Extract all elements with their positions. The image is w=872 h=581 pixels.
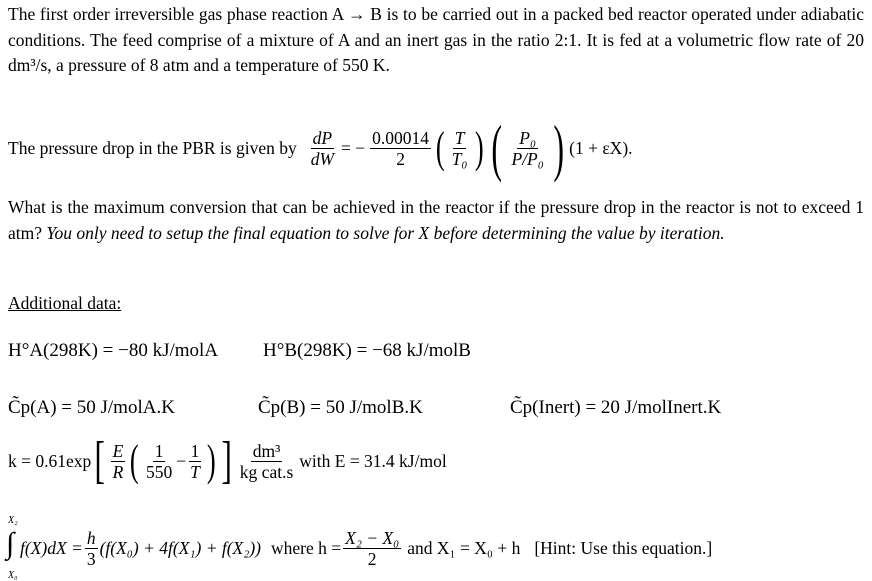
equals-minus: = − (341, 137, 366, 158)
unit-num: dm³ (252, 440, 281, 461)
inv-550 (144, 441, 174, 482)
e-over-r (111, 441, 126, 482)
w-den: 2 (367, 548, 377, 569)
dp: dP (312, 127, 333, 148)
enthalpy-a: H°A(298K) = −80 kJ/molA (8, 340, 219, 361)
step-fraction (343, 528, 401, 569)
pressure-ratio (510, 128, 546, 169)
heat-capacity-b: C̃p(B) = 50 J/molB.K (258, 397, 423, 418)
where-h: where h = (271, 537, 342, 558)
coefficient-fraction (370, 128, 431, 169)
coef-num: 0.00014 (372, 127, 430, 148)
heat-capacity-a: C̃p(A) = 50 J/molA.K (8, 397, 175, 418)
p-den: P/P₀ (511, 148, 544, 169)
t-den: T₀ (451, 148, 468, 169)
t-num: T (454, 127, 465, 148)
x1-definition: and X₁ = X₀ + h (407, 537, 521, 558)
dp-dw-fraction (309, 128, 336, 169)
upper-limit: X₂ (8, 515, 18, 526)
activation-energy: with E = 31.4 kJ/mol (299, 450, 447, 471)
temperature-ratio (450, 128, 470, 169)
pressure-drop-statement: The pressure drop in the PBR is given by $\frac{dP}{dW}$ = − $\frac{0.00014}{2}$ ( $\frac{T}{\text{T₀}}$ ) ( $\frac{\text{P₀}}{\text{P/P₀}}$ ) (1 + εX). (8, 112, 633, 183)
f2-den: T (190, 461, 200, 482)
f1-den: 550 (145, 461, 173, 482)
rate-constant-equation: k = 0.61exp [ $\frac{E}{R}$ ( $\frac{1}{550}$ − $\frac{1}{T}$ ) ] $\frac{\text{dm³}}{\text{kg cat.s}}$ with E = 31.4 kJ/mol (8, 432, 447, 489)
f1-num: 1 (154, 440, 164, 461)
unit-den: kg cat.s (239, 461, 294, 482)
question-instruction: You only need to setup the final equation to solve for X before determining the value by iteration. (46, 222, 725, 243)
coef-den: 2 (396, 148, 405, 169)
f2-num: 1 (190, 440, 200, 461)
hint: [Hint: Use this equation.] (534, 537, 713, 558)
additional-data-heading: Additional data: (8, 293, 122, 313)
pressure-drop-tail: (1 + εX). (569, 137, 633, 158)
h-over-3 (85, 528, 98, 569)
problem-intro: The first order irreversible gas phase reaction A → B is to be carried out in a packed bed reactor operated under adiabatic conditions. The feed comprise of a mixture of A and an inert gas in the ratio 2:1. It is fed at a volumetric flow rate of 20 dm³/s, a pressure of 8 atm and a temperature of 550 K. (8, 4, 864, 75)
integrand: f(X)dX = (20, 537, 83, 558)
dw: dW (310, 148, 335, 169)
pressure-drop-lead: The pressure drop in the PBR is given by (8, 137, 297, 158)
simpson-sum: (f(X₀) + 4f(X₁) + f(X₂)) (99, 537, 261, 558)
minus: − (176, 450, 187, 471)
h-num: h (86, 527, 96, 548)
lower-limit: X₀ (8, 570, 18, 581)
integral-sign-icon: ∫ (6, 527, 15, 560)
question (8, 195, 864, 246)
heat-capacity-inert: C̃p(Inert) = 20 J/molInert.K (510, 397, 722, 418)
question-text: What is the maximum conversion that can be achieved in the reactor if the pressure drop in the reactor is not to exceed 1 atm? (8, 197, 864, 243)
inv-t (188, 441, 202, 482)
rate-lhs: k = 0.61exp (8, 450, 92, 471)
e: E (112, 440, 124, 461)
h-den: 3 (86, 548, 96, 569)
integral (6, 515, 20, 581)
rate-units (238, 441, 295, 482)
w-num: X₂ − X₀ (345, 527, 400, 548)
simpson-rule-equation (6, 515, 712, 581)
p-num: P₀ (519, 127, 537, 148)
enthalpy-b: H°B(298K) = −68 kJ/molB (263, 340, 471, 361)
r: R (112, 461, 124, 482)
